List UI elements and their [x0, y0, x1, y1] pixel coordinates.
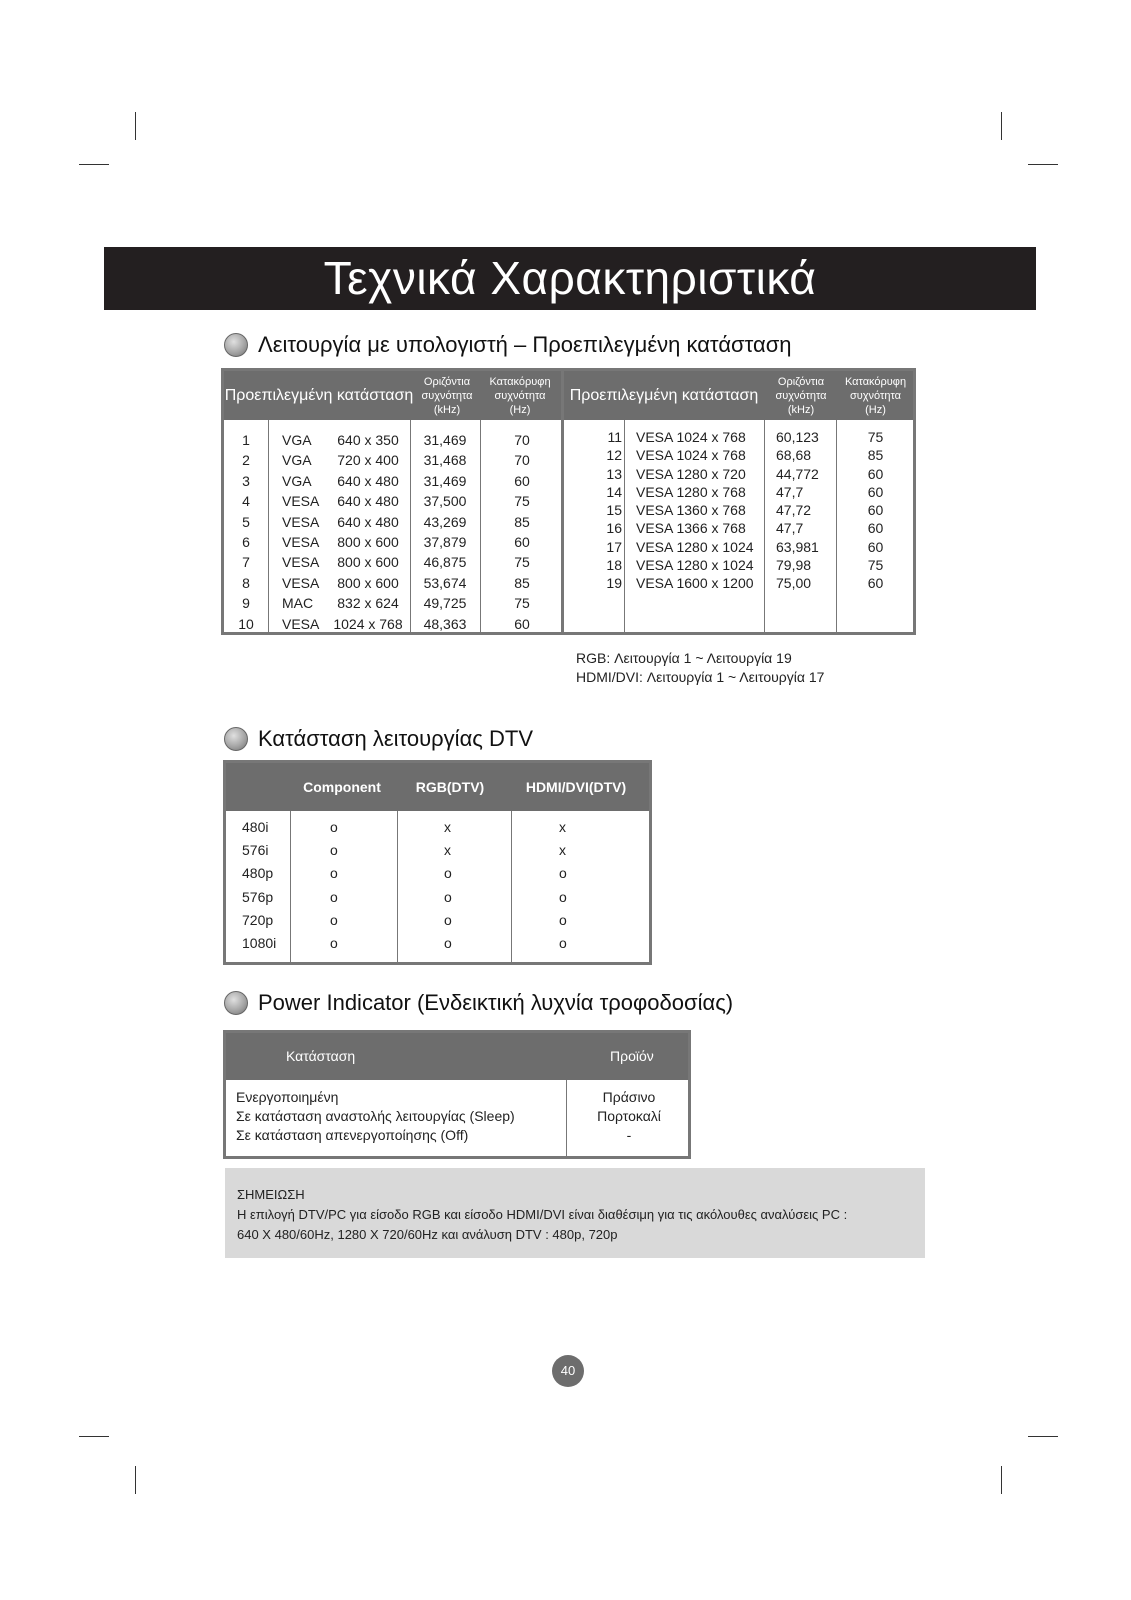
mode-vfreq: 60 [514, 472, 530, 489]
power-state: Σε κατάσταση απενεργοποίησης (Off) [236, 1127, 469, 1143]
dtv-mode: 1080i [242, 935, 277, 952]
dtv-mode: 720p [242, 911, 274, 928]
dtv-component-support: o [330, 842, 338, 859]
mode-resolution: 640 x 350 [337, 432, 399, 448]
dtv-rgb-column [444, 816, 452, 955]
dtv-hdmi-support: o [559, 888, 567, 905]
power-header-state: Κατάσταση [286, 1048, 356, 1064]
mode-hfreq: 31,468 [423, 452, 467, 469]
mode-resolution: 800 x 600 [337, 534, 399, 551]
mode-vfreq: 75 [867, 429, 884, 445]
mode-hfreq: 47,72 [776, 502, 812, 519]
mode-number: 4 [242, 493, 250, 510]
dtv-mode: 576p [242, 888, 274, 905]
left-type-column [282, 430, 319, 634]
divider [397, 811, 398, 965]
dtv-component-support: o [330, 935, 338, 952]
mode-resolution: 640 x 480 [337, 493, 399, 510]
mode-number: 12 [606, 447, 622, 464]
mode-number: 9 [242, 595, 250, 612]
power-indicator-table [223, 1030, 691, 1159]
dtv-header-rgb: RGB(DTV) [415, 779, 485, 795]
mode-type: VGA [282, 452, 312, 469]
left-vfreq-column [482, 430, 562, 634]
power-state: Ενεργοποιημένη [236, 1089, 339, 1105]
mode-resolution: VESA 1280 x 720 [636, 465, 746, 482]
crop-mark [135, 1466, 136, 1494]
mode-type: VGA [282, 432, 312, 448]
section-power-title-text: Power Indicator (Ενδεικτική λυχνία τροφοδοσίας) [258, 990, 734, 1015]
mode-resolution: VESA 1280 x 768 [636, 483, 746, 500]
vfreq-header-left: Κατακόρυφη συχνότητα (Hz) [489, 375, 551, 416]
divider [268, 420, 269, 635]
mode-resolution: VESA 1280 x 1024 [636, 557, 754, 574]
mode-hfreq: 47,7 [776, 520, 804, 537]
power-product-color: - [626, 1127, 632, 1143]
mode-type: MAC [282, 595, 314, 612]
power-state-column [236, 1088, 515, 1145]
mode-number: 7 [242, 554, 250, 571]
mode-vfreq: 75 [514, 493, 530, 510]
crop-mark [1001, 112, 1002, 140]
left-resolution-column [328, 430, 408, 634]
note-box [225, 1168, 925, 1258]
preset-table-header [224, 371, 913, 420]
hfreq-header-right: Οριζόντια συχνότητα (kHz) [775, 375, 827, 416]
mode-resolution: 640 x 480 [337, 472, 399, 489]
crop-mark [1028, 1436, 1058, 1437]
dtv-hdmi-support: o [559, 935, 567, 952]
dtv-mode-table [223, 760, 652, 965]
mode-hfreq: 75,00 [776, 575, 812, 592]
mode-type: VESA [282, 574, 320, 591]
mode-number: 15 [606, 502, 622, 519]
mode-hfreq: 53,674 [423, 574, 467, 591]
mode-resolution: 832 x 624 [337, 595, 399, 612]
section-pc-title-text: Λειτουργία με υπολογιστή – Προεπιλεγμένη κατάσταση [258, 332, 792, 357]
mode-type: VGA [282, 472, 312, 489]
mode-vfreq: 75 [514, 554, 530, 571]
mode-vfreq: 60 [867, 502, 884, 519]
dtv-rgb-support: o [444, 911, 452, 928]
mode-hfreq: 37,500 [423, 493, 467, 510]
mode-resolution: VESA 1024 x 768 [636, 429, 746, 445]
bullet-icon [224, 991, 248, 1015]
right-hfreq-column [776, 428, 819, 593]
left-number-column [224, 430, 268, 634]
section-dtv-title [224, 726, 533, 752]
mode-resolution: VESA 1366 x 768 [636, 520, 746, 537]
mode-hfreq: 63,981 [776, 538, 819, 555]
mode-hfreq: 47,7 [776, 483, 804, 500]
page-number: 40 [552, 1355, 584, 1387]
mode-vfreq: 75 [514, 595, 530, 612]
mode-type: VESA [282, 554, 320, 571]
power-table-header [226, 1033, 688, 1080]
crop-mark [135, 112, 136, 140]
mode-vfreq: 60 [867, 483, 884, 500]
mode-number: 10 [238, 615, 254, 632]
preset-header-left: Προεπιλεγμένη κατάσταση [224, 386, 414, 404]
dtv-component-support: o [330, 865, 338, 882]
power-product-column [567, 1088, 691, 1145]
crop-mark [79, 1436, 109, 1437]
crop-mark [1001, 1466, 1002, 1494]
hfreq-header-left: Οριζόντια συχνότητα (kHz) [421, 375, 473, 416]
note-line2: 640 X 480/60Hz, 1280 X 720/60Hz και ανάλυση DTV : 480p, 720p [237, 1227, 618, 1242]
mode-number: 8 [242, 574, 250, 591]
dtv-hdmi-support: o [559, 865, 567, 882]
note-line1: Η επιλογή DTV/PC για είσοδο RGB και είσοδο HDMI/DVI είναι διαθέσιμη για τις ακόλουθες αναλύσεις PC : [237, 1207, 848, 1222]
section-dtv-title-text: Κατάσταση λειτουργίας DTV [258, 726, 533, 751]
section-pc-title [224, 332, 792, 358]
dtv-rgb-support: x [444, 819, 451, 835]
dtv-header-hdmi: HDMI/DVI(DTV) [525, 779, 627, 795]
divider [624, 420, 625, 635]
mode-resolution: 1024 x 768 [333, 615, 403, 632]
mode-resolution: 720 x 400 [337, 452, 399, 469]
power-state: Σε κατάσταση αναστολής λειτουργίας (Sleep) [236, 1108, 515, 1124]
dtv-mode: 480i [242, 819, 269, 835]
mode-number: 14 [606, 483, 622, 500]
bullet-icon [224, 333, 248, 357]
mode-number: 5 [242, 513, 250, 530]
dtv-component-support: o [330, 888, 338, 905]
hdmi-note: HDMI/DVI: Λειτουργία 1 ~ Λειτουργία 17 [576, 669, 825, 685]
section-power-title [224, 990, 733, 1016]
power-header-product: Προϊόν [610, 1048, 654, 1064]
mode-vfreq: 60 [867, 538, 884, 555]
mode-type: VESA [282, 493, 320, 510]
page-title: Τεχνικά Χαρακτηριστικά [104, 247, 1036, 310]
right-number-column [564, 428, 622, 593]
dtv-component-support: o [330, 819, 338, 835]
divider [511, 811, 512, 965]
power-product-color: Πράσινο [602, 1089, 656, 1105]
mode-resolution: 800 x 600 [337, 574, 399, 591]
mode-vfreq: 70 [514, 432, 530, 448]
mode-vfreq: 85 [514, 574, 530, 591]
divider [480, 420, 481, 635]
mode-resolution: VESA 1280 x 1024 [636, 538, 754, 555]
mode-hfreq: 31,469 [423, 472, 467, 489]
mode-number: 11 [607, 429, 622, 445]
dtv-rgb-support: o [444, 888, 452, 905]
mode-resolution: 640 x 480 [337, 513, 399, 530]
mode-hfreq: 37,879 [423, 534, 467, 551]
mode-resolution: 800 x 600 [337, 554, 399, 571]
mode-vfreq: 60 [867, 520, 884, 537]
mode-vfreq: 85 [867, 447, 884, 464]
mode-hfreq: 31,469 [423, 432, 467, 448]
mode-number: 3 [242, 472, 250, 489]
note-heading: ΣΗΜΕΙΩΣΗ [237, 1187, 305, 1202]
dtv-hdmi-column [559, 816, 567, 955]
mode-hfreq: 60,123 [776, 429, 819, 445]
mode-hfreq: 43,269 [423, 513, 467, 530]
dtv-hdmi-support: o [559, 911, 567, 928]
preset-mode-table [221, 368, 916, 635]
preset-header-right: Προεπιλεγμένη κατάσταση [569, 386, 759, 404]
dtv-component-support: o [330, 911, 338, 928]
mode-resolution: VESA 1024 x 768 [636, 447, 746, 464]
mode-vfreq: 60 [867, 465, 884, 482]
right-mode-column [636, 428, 754, 593]
dtv-hdmi-support: x [559, 819, 566, 835]
mode-number: 18 [606, 557, 622, 574]
mode-vfreq: 60 [514, 615, 530, 632]
mode-hfreq: 79,98 [776, 557, 812, 574]
dtv-mode: 576i [242, 842, 269, 859]
mode-type: VESA [282, 513, 320, 530]
crop-mark [79, 164, 109, 165]
rgb-note: RGB: Λειτουργία 1 ~ Λειτουργία 19 [576, 650, 792, 666]
mode-number: 2 [242, 452, 250, 469]
mode-hfreq: 68,68 [776, 447, 812, 464]
mode-number: 19 [606, 575, 622, 592]
dtv-rgb-support: o [444, 865, 452, 882]
right-vfreq-column [838, 428, 913, 593]
mode-type: VESA [282, 615, 320, 632]
mode-vfreq: 60 [514, 534, 530, 551]
mode-hfreq: 49,725 [423, 595, 467, 612]
dtv-table-header [226, 763, 649, 811]
mode-number: 16 [606, 520, 622, 537]
mode-number: 17 [606, 538, 622, 555]
mode-resolution: VESA 1360 x 768 [636, 502, 746, 519]
mode-hfreq: 44,772 [776, 465, 819, 482]
divider [290, 811, 291, 965]
mode-number: 13 [606, 465, 622, 482]
left-hfreq-column [410, 430, 480, 634]
power-product-color: Πορτοκαλί [597, 1108, 661, 1124]
mode-number: 6 [242, 534, 250, 551]
mode-resolution: VESA 1600 x 1200 [636, 575, 754, 592]
vfreq-header-right: Κατακόρυφη συχνότητα (Hz) [844, 375, 907, 416]
divider [764, 420, 765, 635]
divider [836, 420, 837, 635]
dtv-header-component: Component [303, 779, 381, 795]
input-range-notes [576, 649, 824, 687]
mode-vfreq: 60 [867, 575, 884, 592]
bullet-icon [224, 727, 248, 751]
mode-number: 1 [242, 432, 250, 448]
mode-hfreq: 46,875 [423, 554, 467, 571]
mode-vfreq: 85 [514, 513, 530, 530]
mode-hfreq: 48,363 [423, 615, 467, 632]
dtv-rgb-support: o [444, 935, 452, 952]
mode-vfreq: 75 [867, 557, 884, 574]
crop-mark [1028, 164, 1058, 165]
dtv-mode-column [242, 816, 276, 955]
mode-type: VESA [282, 534, 320, 551]
mode-vfreq: 70 [514, 452, 530, 469]
dtv-hdmi-support: x [559, 842, 566, 859]
dtv-component-column [330, 816, 338, 955]
dtv-mode: 480p [242, 865, 274, 882]
dtv-rgb-support: x [444, 842, 451, 859]
